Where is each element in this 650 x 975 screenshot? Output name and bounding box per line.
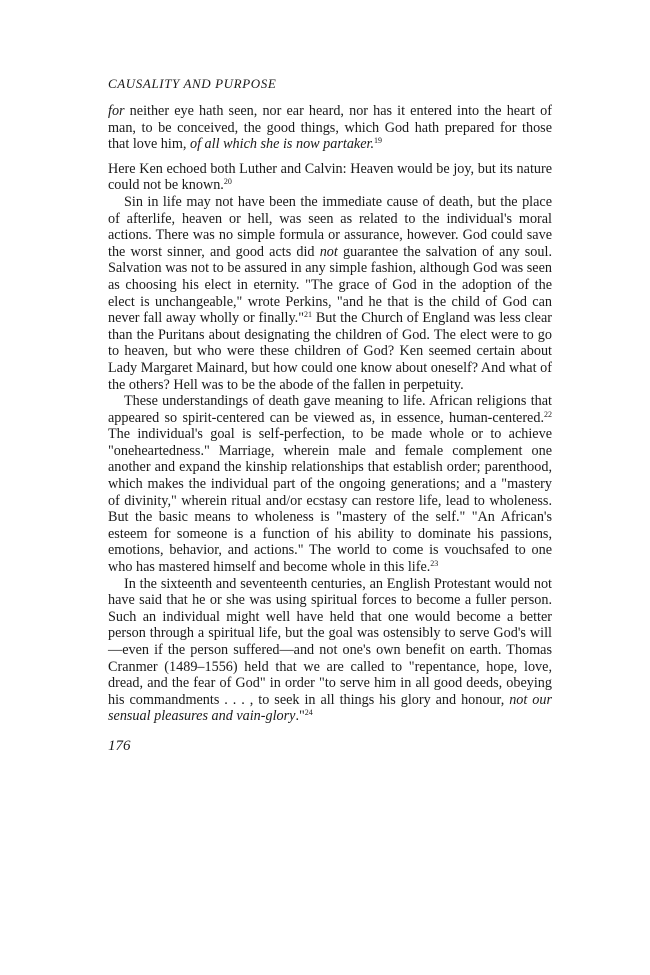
book-page (108, 75, 552, 755)
footnote-ref: 24 (304, 708, 313, 718)
page-number: 176 (108, 737, 131, 754)
text-run: In the sixteenth and seventeenth centuries, an English Protestant would not have said that he or she was using spiritual forces to become a fuller person. Such an individual might well have held that one would become a better person through a spiritual life, but the goal was ostensibly to serve God's will—even if the person suffered—and not one's own benefit on earth. Thomas Cranmer (1489–1556) held that we are called to "repentance, hope, love, dread, and the fear of God" in order "to serve him in all good deeds, obeying his commandments . . . , to seek in all things his glory and honour, (108, 575, 552, 708)
paragraph-3 (108, 393, 552, 576)
footnote-ref: 23 (430, 559, 439, 569)
italic-text: of all which she is now partaker. (189, 136, 375, 153)
paragraph-1 (108, 161, 552, 194)
block-quote (108, 103, 552, 153)
text-run: But the Church of England was less clear than the Puritans about designating the children of God. The elect were to go to heaven, but who were these children of God? Ken seemed certain about Lady Margaret Mainard, but how could one know about oneself? And what of the others? Hell was to be the abode of the fallen in perpetuity. (108, 310, 552, 393)
text-run: neither eye hath seen, nor ear heard, nor has it entered into the heart of man, to be conceived, the good things, which God hath prepared for those that love him, (108, 103, 552, 153)
italic-text: not (319, 243, 338, 260)
footnote-ref: 22 (544, 409, 552, 419)
italic-text: not our sensual pleasures and vain-glory (108, 691, 552, 725)
text-run: The individual's goal is self-perfection, to be made whole or to achieve "oneheartedness." Marriage, wherein male and female complement one another and expand the kinship relationships that establish order; parenthood, which makes the individual part of the ongoing generations; and a "mastery of divinity," wherein ritual and/or ecstasy can restore life, lead to wholeness. But the basic means to wholeness is "mastery of the self." "An African's esteem for someone is a function of his ability to dominate his passions, emotions, behavior, and actions." The world to come is vouchsafed to one who has mastered himself and become whole in this life. (108, 426, 552, 576)
footnote-ref: 19 (374, 136, 383, 146)
paragraph-2 (108, 194, 552, 393)
footnote-ref: 20 (223, 177, 232, 187)
paragraph-4 (108, 576, 552, 725)
text-run: Here Ken echoed both Luther and Calvin: Heaven would be joy, but its nature could not be known. (108, 160, 552, 194)
running-head: CAUSALITY AND PURPOSE (108, 76, 277, 91)
text-run: guarantee the salvation of any soul. Salvation was not to be assured in any simple fashion, although God was seen as choosing his elect in eternity. "The grace of God in the adoption of the elect is unchangeable," wrote Perkins, "and he that is the child of God can never fall away wholly or finally." (108, 243, 552, 327)
text-run: ." (295, 708, 305, 725)
italic-text: for (108, 103, 125, 119)
text-run: Sin in life may not have been the immediate cause of death, but the place of afterlife, heaven or hell, was seen as related to the individual's moral actions. There was no simple formula or assurance, however. God could save the worst sinner, and good acts did (108, 193, 552, 260)
text-run: These understandings of death gave meaning to life. African religions that appeared so spirit-centered can be viewed as, in essence, human-centered. (108, 393, 552, 426)
footnote-ref: 21 (304, 310, 313, 320)
